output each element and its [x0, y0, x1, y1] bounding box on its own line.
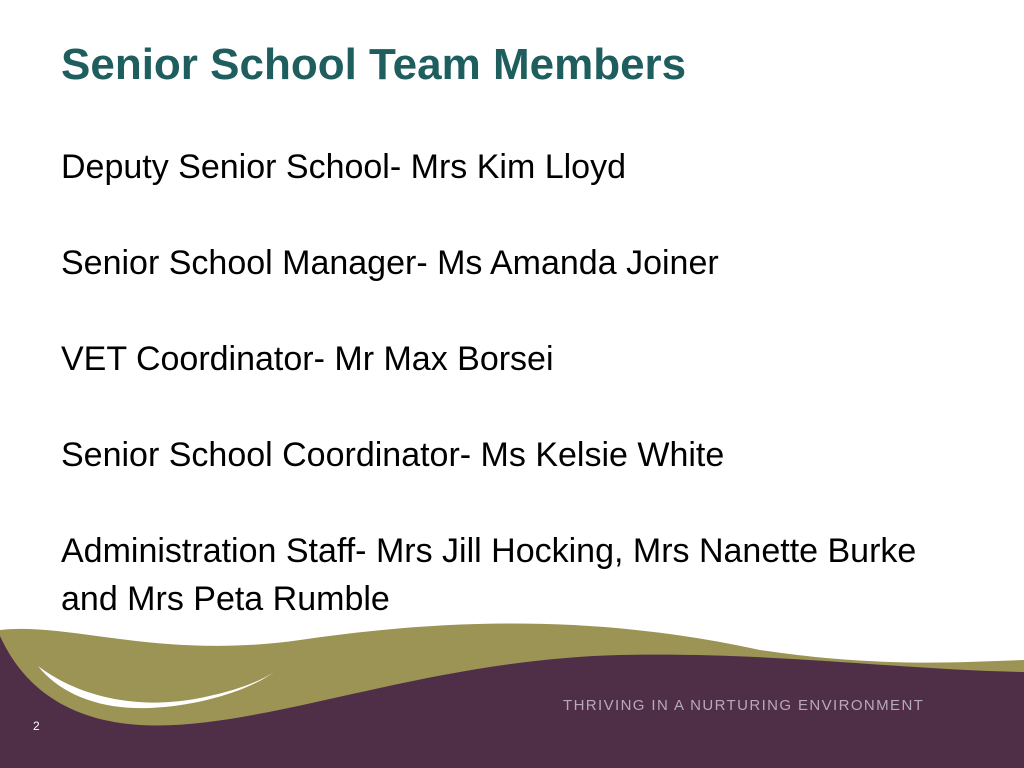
list-item-coordinator: Senior School Coordinator- Ms Kelsie White: [61, 436, 725, 474]
footer-tagline: THRIVING IN A NURTURING ENVIRONMENT: [563, 697, 925, 714]
list-item-administration: Administration Staff- Mrs Jill Hocking, Mrs Nanette Burke and Mrs Peta Rumble: [61, 532, 917, 618]
list-item-vet-coordinator: VET Coordinator- Mr Max Borsei: [61, 340, 554, 378]
slide-title: Senior School Team Members: [61, 40, 687, 89]
slide-number: 2: [33, 719, 40, 733]
list-item-deputy: Deputy Senior School- Mrs Kim Lloyd: [61, 148, 627, 186]
footer-wave-decoration: [0, 600, 1024, 768]
list-item-manager: Senior School Manager- Ms Amanda Joiner: [61, 244, 719, 282]
team-member-list: [61, 143, 981, 623]
